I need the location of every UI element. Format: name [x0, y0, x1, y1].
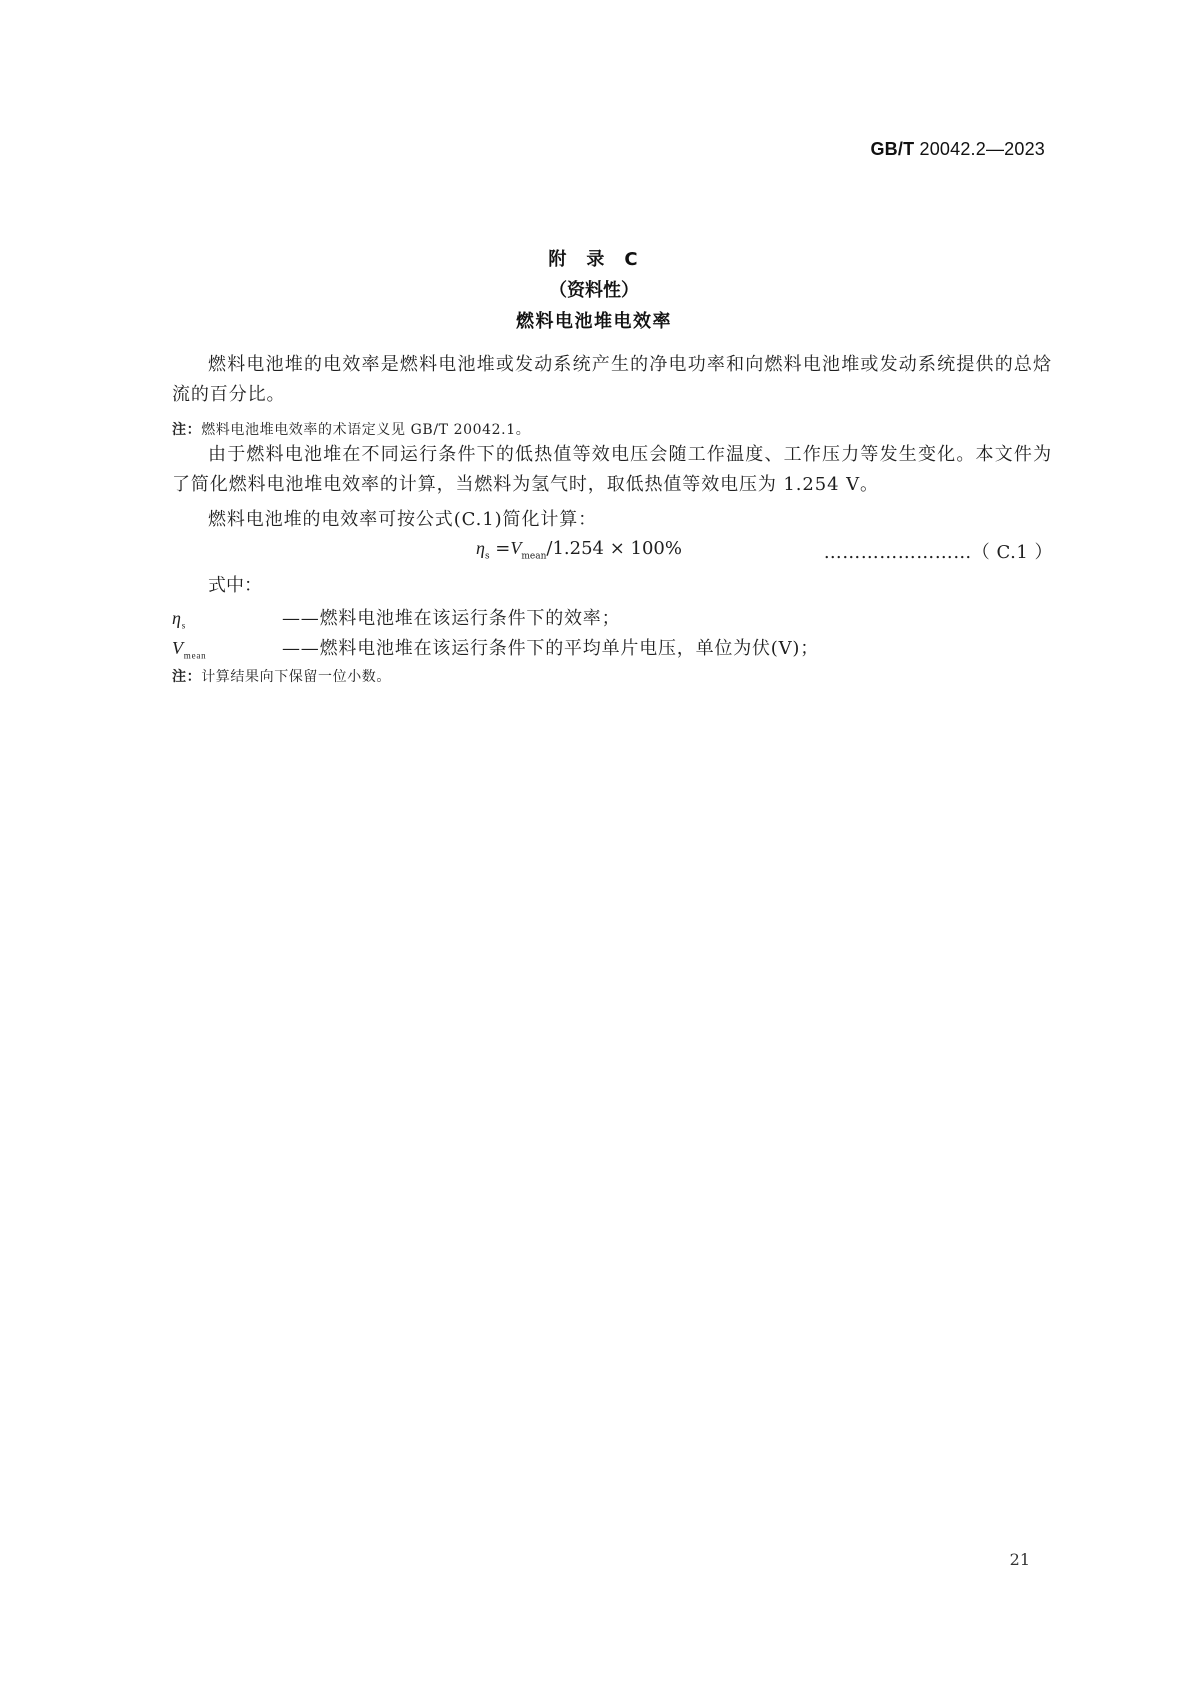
- appendix-heading: [0, 245, 1188, 271]
- paragraph-formula-intro: 燃料电池堆的电效率可按公式(C.1)简化计算：: [208, 509, 598, 530]
- appendix-label: 附: [548, 249, 569, 270]
- note-1: [172, 419, 530, 439]
- where-label: 式中：: [208, 575, 262, 596]
- appendix-type: （资料性）: [549, 280, 639, 301]
- definition-vmean-symbol: $V_{mean}$: [172, 638, 207, 661]
- definition-eta-symbol: $\eta_s$: [172, 608, 187, 631]
- formula-v-sub: mean: [521, 551, 547, 562]
- standard-prefix: GB/T: [870, 139, 915, 159]
- formula-v: V: [510, 538, 522, 558]
- appendix-letter: C: [624, 249, 640, 270]
- formula-number: ……………………（ C.1 ）: [823, 542, 1053, 563]
- formula-c1: [476, 538, 682, 562]
- definition-eta: [172, 604, 620, 631]
- note-1-label: 注：: [172, 422, 202, 438]
- formula-eta-sub: s: [484, 551, 490, 562]
- formula-rest: /1.254 × 100%: [546, 538, 682, 559]
- note-2-text: 计算结果向下保留一位小数。: [201, 669, 392, 685]
- appendix-title: 燃料电池堆电效率: [516, 311, 672, 332]
- definition-vmean: [172, 634, 819, 661]
- formula-eta: η: [476, 538, 485, 558]
- page-number: 21: [1009, 1550, 1030, 1569]
- paragraph-definition: 燃料电池堆的电效率是燃料电池堆或发动系统产生的净电功率和向燃料电池堆或发动系统提供的总焓流的百分比。: [172, 354, 1052, 405]
- appendix-label-2: 录: [586, 249, 607, 270]
- note-1-text: 燃料电池堆电效率的术语定义见 GB/T 20042.1。: [201, 422, 531, 438]
- definition-vmean-text: ——燃料电池堆在该运行条件下的平均单片电压，单位为伏(V)；: [282, 638, 820, 659]
- formula-equals: =: [489, 538, 511, 559]
- note-2-label: 注：: [172, 669, 202, 685]
- standard-code: 20042.2—2023: [914, 139, 1045, 159]
- note-2: [172, 666, 391, 686]
- definition-eta-text: ——燃料电池堆在该运行条件下的效率；: [282, 608, 621, 629]
- standard-number: [870, 139, 1045, 160]
- paragraph-simplification: 由于燃料电池堆在不同运行条件下的低热值等效电压会随工作温度、工作压力等发生变化。本文件为了简化燃料电池堆电效率的计算，当燃料为氢气时，取低热值等效电压为 1.254 V。: [172, 444, 1052, 495]
